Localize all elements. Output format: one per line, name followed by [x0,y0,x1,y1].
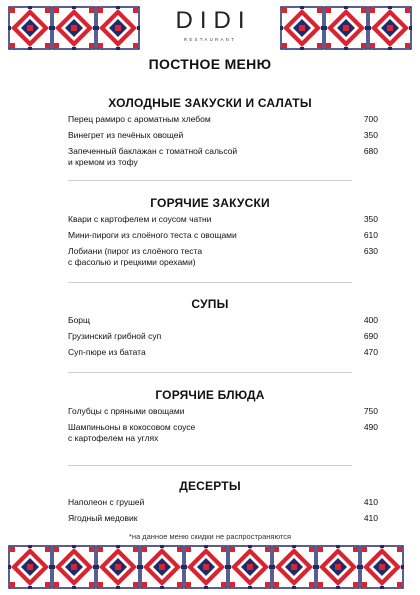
section-title: ГОРЯЧИЕ БЛЮДА [155,388,265,402]
ornament-tile [280,6,324,50]
menu-item-price: 410 [363,513,378,523]
ornament-tile [96,545,140,589]
menu-item-price: 630 [363,246,378,256]
menu-item-price: 690 [363,331,378,341]
menu-item [0,114,420,125]
menu-item-price: 350 [363,130,378,140]
menu-item [0,513,420,524]
ornament-tile [228,545,272,589]
menu-item [0,497,420,508]
section-divider [68,282,352,283]
ornament-tile [184,545,228,589]
menu-item-name: Перец рамиро с ароматным хлебом [68,114,211,124]
section-title: ХОЛОДНЫЕ ЗАКУСКИ И САЛАТЫ [108,96,312,110]
menu-item [0,230,420,241]
menu-item [0,146,420,168]
ornament-tile [140,545,184,589]
menu-item-price: 700 [363,114,378,124]
menu-item [0,406,420,417]
ornament-tile [272,545,316,589]
menu-item-price: 610 [363,230,378,240]
menu-item-name: Голубцы с пряными овощами [68,406,185,416]
section-title: ГОРЯЧИЕ ЗАКУСКИ [150,196,270,210]
menu-item-name: Лобиани (пирог из слоёного теста с фасолью и грецкими орехами) [68,246,203,267]
menu-item-price: 350 [363,214,378,224]
menu-item-price: 410 [363,497,378,507]
menu-section-cold-appetizers [0,95,420,173]
menu-item [0,130,420,141]
ornament-tile [316,545,360,589]
menu-item-name: Наполеон с грушей [68,497,145,507]
menu-section-soups [0,296,420,363]
discount-footnote: *на данное меню скидки не распространяются [128,532,292,541]
ornament-tile [368,6,412,50]
menu-item-name: Ягодный медовик [68,513,138,523]
ornament-tile [52,6,96,50]
ornament-tile [96,6,140,50]
menu-section-hot-dishes [0,387,420,449]
menu-item-price: 470 [363,347,378,357]
menu-item-price: 680 [363,146,378,156]
ornament-tile [8,6,52,50]
logo-wordmark: DIDI [175,7,252,34]
menu-item [0,347,420,358]
menu-item-name: Запеченный баклажан с томатной сальсой и кремом из тофу [68,146,238,167]
menu-item [0,214,420,225]
logo-subtitle: RESTAURANT [183,37,237,42]
section-title: СУПЫ [191,297,229,311]
menu-item [0,315,420,326]
section-divider [68,372,352,373]
menu-title: ПОСТНОЕ МЕНЮ [148,56,272,72]
menu-item [0,331,420,342]
menu-section-desserts [0,478,420,529]
menu-item [0,422,420,444]
menu-item-name: Мини-пироги из слоёного теста с овощами [68,230,237,240]
menu-item-name: Грузинский грибной суп [68,331,162,341]
menu-item-price: 400 [363,315,378,325]
menu-item-name: Суп-пюре из батата [68,347,146,357]
ornament-tile [52,545,96,589]
menu-item [0,246,420,268]
section-divider [68,180,352,181]
ornament-tile [360,545,404,589]
section-divider [68,465,352,466]
menu-item-name: Квари с картофелем и соусом чатни [68,214,212,224]
menu-item-name: Борщ [68,315,91,325]
menu-item-name: Шампиньоны в кокосовом соусе с картофелем на углях [68,422,196,443]
restaurant-logo [168,8,252,42]
ornament-tile [324,6,368,50]
ornament-tile [8,545,52,589]
menu-item-price: 750 [363,406,378,416]
ornament-band-bottom [0,545,420,589]
menu-item-name: Винегрет из печёных овощей [68,130,184,140]
menu-section-hot-appetizers [0,195,420,273]
menu-item-price: 490 [363,422,378,432]
section-title: ДЕСЕРТЫ [179,479,241,493]
